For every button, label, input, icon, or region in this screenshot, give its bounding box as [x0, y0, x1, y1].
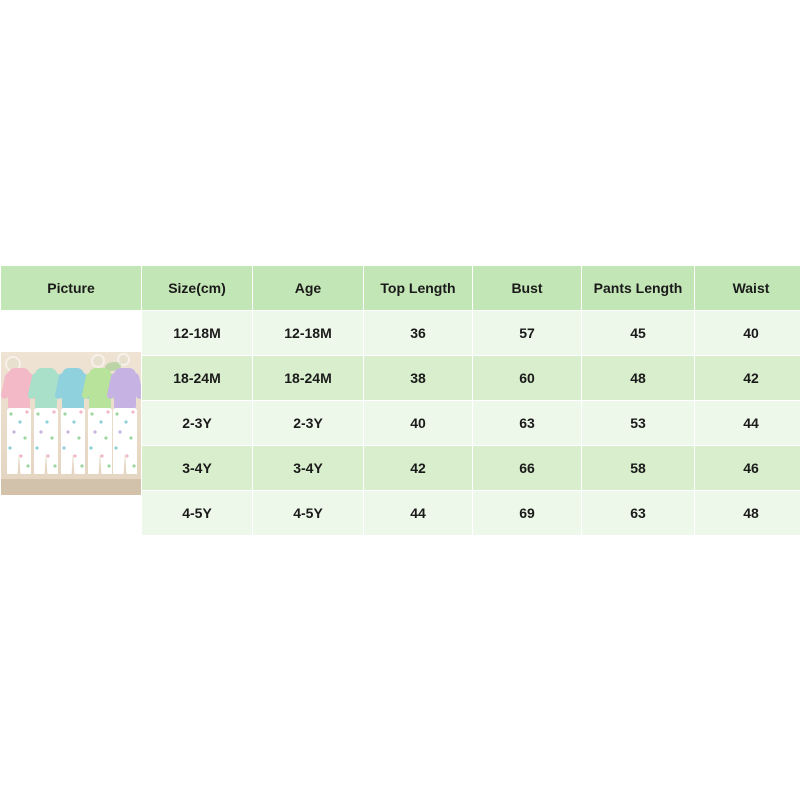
cell-pants-length: 58: [582, 446, 695, 491]
cell-bust: 66: [473, 446, 582, 491]
size-chart-body: [1, 311, 800, 536]
column-header-waist: Waist: [695, 266, 800, 311]
cell-top-length: 42: [364, 446, 473, 491]
cell-top-length: 44: [364, 491, 473, 536]
outfit-item: [34, 368, 58, 480]
column-header-picture: Picture: [1, 266, 142, 311]
outfit-pants: [7, 408, 31, 474]
decorative-flower-icon: [119, 355, 128, 364]
outfit-item: [113, 368, 137, 480]
size-chart-header: [1, 266, 800, 311]
size-chart-table: [0, 265, 800, 536]
cell-waist: 46: [695, 446, 800, 491]
column-header-age: Age: [253, 266, 364, 311]
column-header-bust: Bust: [473, 266, 582, 311]
cell-age: 2-3Y: [253, 401, 364, 446]
cell-age: 3-4Y: [253, 446, 364, 491]
cell-bust: 63: [473, 401, 582, 446]
outfit-pants: [113, 408, 137, 474]
outfit-pants: [61, 408, 85, 474]
cell-bust: 69: [473, 491, 582, 536]
photo-top-margin: [1, 313, 141, 352]
cell-top-length: 38: [364, 356, 473, 401]
column-header-pants-length: Pants Length: [582, 266, 695, 311]
header-row: [1, 266, 800, 311]
cell-pants-length: 45: [582, 311, 695, 356]
outfit-pants: [88, 408, 112, 474]
size-chart: [0, 265, 800, 536]
outfit-pants: [34, 408, 58, 474]
cell-top-length: 40: [364, 401, 473, 446]
cell-pants-length: 63: [582, 491, 695, 536]
decorative-flower-icon: [93, 356, 103, 366]
cell-age: 18-24M: [253, 356, 364, 401]
cell-size: 3-4Y: [142, 446, 253, 491]
column-header-size: Size(cm): [142, 266, 253, 311]
cell-bust: 57: [473, 311, 582, 356]
cell-age: 12-18M: [253, 311, 364, 356]
cell-age: 4-5Y: [253, 491, 364, 536]
cell-size: 12-18M: [142, 311, 253, 356]
cell-waist: 42: [695, 356, 800, 401]
cell-waist: 44: [695, 401, 800, 446]
outfit-item: [7, 368, 31, 480]
product-photo: [1, 313, 141, 533]
outfit-item: [61, 368, 85, 480]
cell-pants-length: 48: [582, 356, 695, 401]
product-picture-cell: [1, 311, 142, 536]
cell-waist: 48: [695, 491, 800, 536]
cell-top-length: 36: [364, 311, 473, 356]
cell-size: 18-24M: [142, 356, 253, 401]
photo-floor-shadow: [1, 479, 141, 495]
table-row: [1, 311, 800, 356]
cell-bust: 60: [473, 356, 582, 401]
cell-pants-length: 53: [582, 401, 695, 446]
column-header-top-length: Top Length: [364, 266, 473, 311]
cell-size: 2-3Y: [142, 401, 253, 446]
photo-bottom-margin: [1, 495, 141, 533]
photo-image: [1, 352, 141, 495]
cell-waist: 40: [695, 311, 800, 356]
cell-size: 4-5Y: [142, 491, 253, 536]
